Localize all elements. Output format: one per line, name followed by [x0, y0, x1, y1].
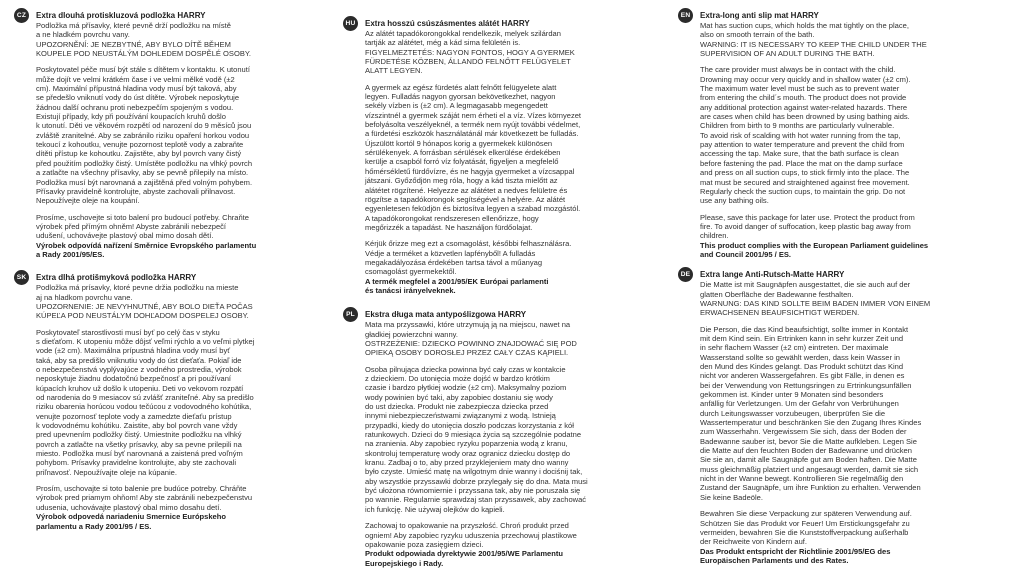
column-left [14, 8, 332, 553]
intro-text-cz: Podložka má přísavky, které pevně drží podložku na místě a ne hladkém povrchu vany. UPOZORNĚNÍ: JE NEZBYTNÉ, ABY BYLO DÍTĚ BĚHEM KOUPELE POD NEUSTÁLÝM DOHLEDEM DOSPĚLÉ OSOBY. [36, 21, 252, 59]
section-title-sk: Extra dlhá protišmyková podložka HARRY [36, 273, 197, 283]
intro-text-sk: Podložka má prísavky, ktoré pevne držia podložku na mieste aj na hladkom povrchu vane. UPOZORNENIE: JE NEVYHNUTNÉ, ABY BOLO DIEŤA POČAS KÚPEĽA POD NEUSTÁLYM DOHĽADOM DOSPELEJ OSOBY. [36, 283, 253, 321]
column-middle [343, 16, 661, 568]
section-cz [14, 8, 332, 259]
language-badge-hu: HU [343, 16, 358, 31]
section-en [678, 8, 996, 259]
section-pl [343, 307, 661, 568]
safety-text-en: The care provider must always be in contact with the child. Drowning may occur very quickly and in shallow water (±2 cm). The maximum water level must be such as to prevent water from entering the child´s mouth. The product does not provide any additional protection against water-related hazards. There are cases when child has been drowned by using bathing aids. Children from birth to 9 months are particularly vulnerable. To avoid risk of scalding with hot water running from the tap, pay attention to water temperature and prevent the child from accessing the tap. Make sure, that the bath surface is clean before fastening the pad. Place the mat on the damp surface and press on all suction cups, to stick firmly into the place. The mat must be secured and straightened against free movement. Regularly check the suction cups, to maintain the grip. Do not use any bathing oils. [700, 65, 911, 206]
section-title-en: Extra-long anti slip mat HARRY [700, 11, 819, 20]
storage-text-en: Please, save this package for later use. Protect the product from fire. To avoid danger of suffocation, keep plastic bag away from children. [700, 212, 915, 241]
language-badge-en: EN [678, 8, 693, 23]
safety-text-sk: Poskytovateľ starostlivosti musí byť po celý čas v styku s dieťaťom. K utopeniu môže dôjsť veľmi rýchlo a vo veľmi plytkej vode (±2 cm). Maximálna prípustná hladina vody musí byť taká, aby sa predišlo vniknutiu vody do úst dieťaťa. Pokiaľ ide o nebezpečenstvá vyplývajúce z vodného prostredia, výrobok neposkytuje žiadnu dodatočnú bezpečnosť a pri používaní kúpacích kruhov už došlo k utopeniu. Deti vo vekovom rozpätí od narodenia do 9 mesiacov sú zvlášť zraniteľné. Aby sa predišlo riziku obarenia horúcou vodou tečúcou z vodovodného kohútika, venujte pozornosť teplote vody a zamedzte dieťaťu prístup k vodovodnému kohútiku. Zaistite, aby bol povrch vane vždy pred upevnením podložky čistý. Umiestnite podložku na vlhký povrch a zatlačte na všetky prísavky, aby sa pevne prilepili na miesto. Podložka musí byť narovnaná a zaistená pred voľným pohybom. Prísavky pravidelne kontrolujte, aby ste zachovali priľnavosť. Nepoužívajte oleje na kúpanie. [36, 327, 255, 477]
compliance-text-pl: Produkt odpowiada dyrektywie 2001/95/WE Parlamentu Europejskiego i Rady. [365, 549, 563, 568]
safety-text-hu: A gyermek az egész fürdetés alatt felnőtt felügyelete alatt legyen. Fulladás nagyon gyorsan bekövetkezhet, nagyon sekély vízben is (±2 cm). A legmagasabb megengedett vízszintnél a gyermek száját nem érheti el a víz. Vízes környezet befolyásolta veszélyeknél, a termék nem nyújt további védelmet, a fürdetési eszközök használatánál már következett be fulladás. Újszülött kortól 9 hónapos korig a gyermekek különösen sérülékenyek. A forrásban sérülések elkerülése érdekében kerülje a csapból forró víz folyatását, figyeljen a megfelelő hőmérsékletű fürdővízre, és ne hagyja gyermeket a vízcsappal játszani. Győződjön meg róla, hogy a kád tiszta mielőtt az alátétet rögzítené. Helyezze az alátétet a nedves felületre és rögzítse a tapadókorongok segítségével a helyére. Az alátét egyenletesen feküdjön és biztosítva legyen a szabad mozgástól. A tapadókorongokat rendszeresen ellenőrizze, hogy megőrizzék a tapadást. Ne használjon fürdőolajat. [365, 82, 582, 232]
safety-text-cz: Poskytovatel péče musí být stále s dítětem v kontaktu. K utonutí může dojít ve velmi krátkém čase i ve velmi mělké vodě (±2 cm). Maximální přípustná hladina vody musí být taková, aby se předešlo vniknutí vody do úst dítěte. Výrobek neposkytuje žádnou další ochranu proti nebezpečím spojeným s vodou. Existují případy, kdy při používání koupacích kruhů došlo k utonutí. Děti ve věkovém rozpětí od narození do 9 měsíců jsou zvláště zranitelné. Aby se zabránilo riziku opaření horkou vodou tekoucí z kohoutku, venujte pozornost teplotě vody a zabraňte dítěti přístup ke kohoutku. Zajistěte, aby byl povrch vany čistý před použitím podložky čistý. Umístěte podložku na vlhký povrch a zatlačte na všechny přísavky, aby se pevně přilepily na místo. Podložka musí být narovnaná a zajištěná před volným pohybem. Přísavky pravidelně kontrolujte, abyste zachovali přilnavost. Nepoužívejte oleje na koupání. [36, 65, 253, 206]
compliance-text-hu: A termék megfelel a 2001/95/EK Európai parlamenti és tanácsi irányelveknek. [365, 276, 549, 295]
storage-text-de: Bewahren Sie diese Verpackung zur späteren Verwendung auf. Schützen Sie das Produkt vor Feuer! Um Erstickungsgefahr zu vermeiden, bewahren Sie die Kunststoffverpackung außerhalb der Reichweite von Kindern auf. [700, 509, 912, 547]
language-badge-sk: SK [14, 270, 29, 285]
intro-text-pl: Mata ma przyssawki, które utrzymują ją na miejscu, nawet na gładkiej powierzchni wanny. OSTRZEŻENIE: DZIECKO POWINNO ZNAJDOWAĆ SIĘ POD OPIEKĄ OSOBY DOROSŁEJ PRZEZ CAŁY CZAS KĄPIELI. [365, 320, 577, 358]
section-title-pl: Ekstra długa mata antypoślizgowa HARRY [365, 310, 527, 320]
intro-text-hu: Az alátét tapadókorongokkal rendelkezik, melyek szilárdan tartják az alátétet, még a kád sima felületén is. FIGYELMEZTETÉS: NAGYON FONTOS, HOGY A GYERMEK FÜRDETÉSE KÖZBEN, ÁLLANDÓ FELNŐTT FELÜGYELET ALATT LEGYEN. [365, 29, 575, 76]
storage-text-pl: Zachowaj to opakowanie na przyszłość. Chroń produkt przed ogniem! Aby zapobiec ryzyku uduszenia przechowuj plastikowe opakowanie poza zasięgiem dzieci. [365, 521, 577, 549]
language-badge-pl: PL [343, 307, 358, 322]
section-de [678, 267, 996, 565]
intro-text-de: Die Matte ist mit Saugnäpfen ausgestattet, die sie auch auf der glatten Oberfläche der Badewanne festhalten. WARNUNG: DAS KIND SOLLTE BEIM BADEN IMMER VON EINEM ERWACHSENEN BEAUFSICHTIGT WERDEN. [700, 280, 931, 318]
section-title-de: Extra lange Anti-Rutsch-Matte HARRY [700, 270, 845, 280]
compliance-text-de: Das Produkt entspricht der Richtlinie 2001/95/EG des Europäischen Parlaments und des Rates. [700, 546, 891, 565]
section-sk [14, 270, 332, 531]
compliance-text-cz: Výrobek odpovídá nařízení Směrnice Evropského parlamentu a Rady 2001/95/ES. [36, 240, 257, 259]
storage-text-cz: Prosíme, uschovejte si toto balení pro budoucí potřeby. Chraňte výrobek před přímým ohněm! Abyste zabránili nebezpečí udušení, uchovávejte plastový obal mimo dosah dětí. [36, 212, 249, 241]
language-badge-cz: CZ [14, 8, 29, 23]
compliance-text-sk: Výrobok odpovedá nariadeniu Smernice Európskeho parlamentu a Rady 2001/95 / ES. [36, 512, 226, 531]
language-badge-de: DE [678, 267, 693, 282]
column-right [678, 8, 996, 565]
storage-text-sk: Prosím, uschovajte si toto balenie pre budúce potreby. Chráňte výrobok pred priamym ohňom! Aby ste zabránili nebezpečenstvu udusenia, uchovávajte plastový obal mimo dosahu detí. [36, 484, 253, 512]
intro-text-en: Mat has suction cups, which holds the mat tightly on the place, also on smooth terrain of the bath. WARNING: IT IS NECESSARY TO KEEP THE CHILD UNDER THE SUPERVISION OF AN ADULT DURING THE BATH. [700, 21, 927, 59]
safety-text-de: Die Person, die das Kind beaufsichtigt, sollte immer in Kontakt mit dem Kind sein. Ein Ertrinken kann in sehr kurzer Zeit und in sehr flachem Wasser (±2 cm) eintreten. Der maximale Wasserstand sollte so gewählt werden, dass kein Wasser in den Mund des Kindes gelangt. Das Produkt schützt das Kind nicht vor anderen Wassergefahren. Es gibt Fälle, in denen es bei der Verwendung von Rettungsringen zu Ertrinkungsunfällen gekommen ist. Kinder unter 9 Monaten sind besonders anfällig für Verletzungen. Um der Gefahr von Verbrühungen durch Leitungswasser vorzubeugen, überprüfen Sie die Wassertemperatur und beschränken Sie den Zugang Ihres Kindes zum Wasserhahn. Vergewissern Sie sich, dass der Boden der Badewanne sauber ist, bevor Sie die Matte aufkleben. Legen Sie die Matte auf den feuchten Boden der Badewanne und drücken Sie sie an, damit alle Saugnäpfe gut am Boden haften. Die Matte muss gleichmäßig platziert und angesaugt werden, damit sie sich nicht in der Wanne bewegt. Kontrollieren Sie regelmäßig den Zustand der Saugnäpfe, um ihre Funktion zu erhalten. Verwenden Sie keine Badeöle. [700, 324, 922, 502]
section-hu [343, 16, 661, 295]
section-title-cz: Extra dlouhá protiskluzová podložka HARRY [36, 11, 206, 20]
compliance-text-en: This product complies with the European Parliament guidelines and Council 2001/95 / ES. [700, 240, 929, 259]
storage-text-hu: Kérjük őrizze meg ezt a csomagolást, későbbi felhasználásra. Védje a terméket a közvetlen lapfényből! A fulladás megakadályozása érdekében tartsa távol a műanyag csomagolást gyermekektől. [365, 239, 572, 277]
section-title-hu: Extra hosszú csúszásmentes alátét HARRY [365, 19, 530, 28]
safety-text-pl: Osoba pilnująca dziecka powinna być cały czas w kontakcie z dzieckiem. Do utonięcia może dojść w bardzo krótkim czasie i bardzo płytkiej wodzie (±2 cm). Maksymalny poziom wody powinien być taki, aby zapobiec dostaniu się wody do ust dziecka. Produkt nie zabezpiecza dziecka przed innymi niebezpieczeństwami związanymi z wodą. Istnieją przypadki, kiedy do utonięcia doszło podczas korzystania z kół ratunkowych. Dzieci do 9 miesiąca życia są szczególnie podatne na zranienia. Aby zapobiec ryzyku poparzenia wodą z kranu, skontroluj temperaturę wody oraz ogranicz dziecku dostęp do kranu. Zadbaj o to, aby przed przyklejeniem maty dno wanny było czyste. Umieść matę na wilgotnym dnie wanny i dociśnij tak, aby wszystkie przyssawki dobrze przylegały się do dna. Mata musi być ułożona równomiernie i przyssana tak, aby nie poruszała się po wannie. Regularnie sprawdzaj stan przyssawek, aby zachować ich funkcję. Nie używaj olejków do kąpieli. [365, 364, 588, 514]
